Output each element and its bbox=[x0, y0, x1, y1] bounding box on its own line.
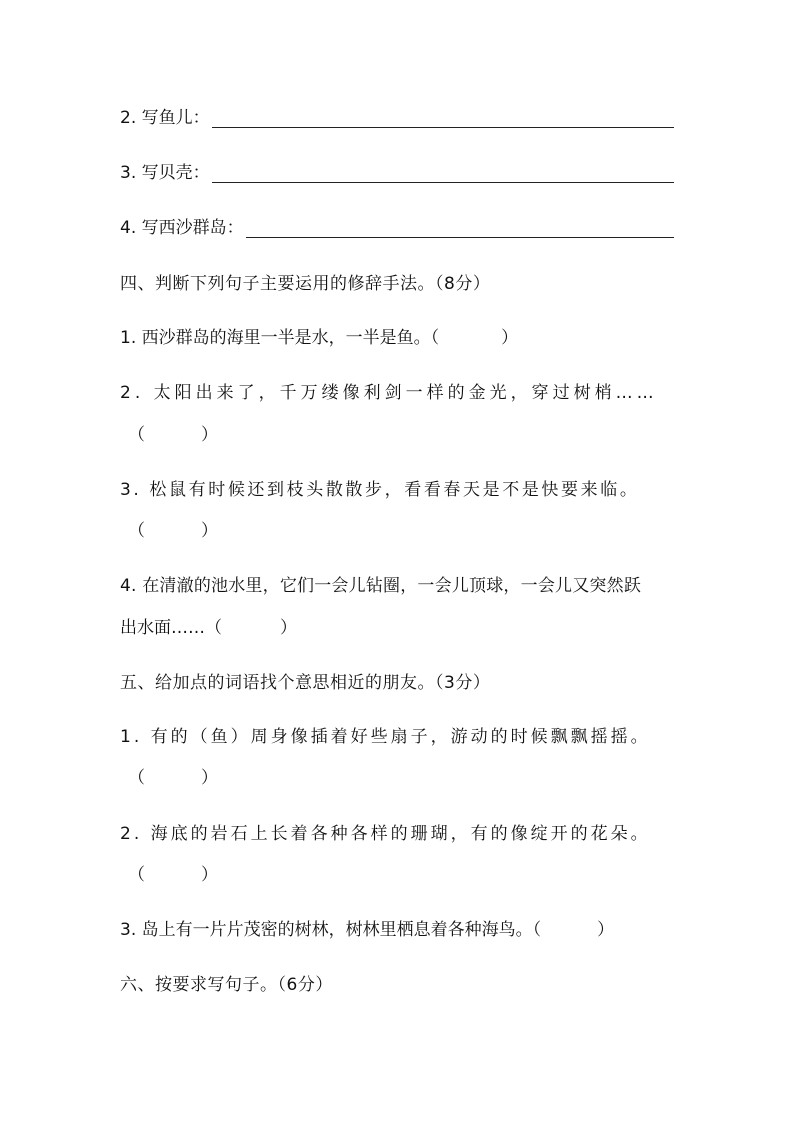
paren-open: （ bbox=[128, 768, 145, 788]
question-text: 1. 西沙群岛的海里一半是水，一半是鱼。（ bbox=[120, 328, 440, 348]
answer-blank[interactable] bbox=[212, 164, 674, 183]
answer-blank[interactable] bbox=[246, 219, 674, 238]
paren-close: ） bbox=[201, 768, 218, 788]
fill-item-xisha bbox=[120, 214, 674, 238]
question-text: 3. 岛上有一片片茂密的树林，树林里栖息着各种海鸟。（ bbox=[120, 920, 542, 940]
question-4-3: 3. 松鼠有时候还到枝头散散步，看看春天是不是快要来临。 bbox=[120, 480, 640, 500]
fill-item-label: 4. 写西沙群岛： bbox=[120, 218, 244, 238]
answer-parens[interactable] bbox=[128, 865, 218, 885]
question-text: 出水面……（ bbox=[120, 618, 222, 638]
paren-open: （ bbox=[128, 521, 145, 541]
paren-close: ） bbox=[501, 328, 519, 348]
question-4-1 bbox=[120, 328, 518, 348]
fill-item-label: 3. 写贝壳： bbox=[120, 163, 210, 183]
question-5-3 bbox=[120, 920, 614, 940]
question-5-2: 2. 海底的岩石上长着各种各样的珊瑚，有的像绽开的花朵。 bbox=[120, 824, 651, 844]
section-5-heading: 五、给加点的词语找个意思相近的朋友。（3分） bbox=[120, 673, 491, 693]
paren-open: （ bbox=[128, 865, 145, 885]
answer-parens[interactable] bbox=[128, 768, 218, 788]
question-4-4-line2 bbox=[120, 618, 297, 638]
paren-open: （ bbox=[128, 425, 145, 445]
fill-item-shell bbox=[120, 159, 674, 183]
question-5-1: 1. 有的（鱼）周身像插着好些扇子，游动的时候飘飘摇摇。 bbox=[120, 727, 651, 747]
answer-blank[interactable] bbox=[212, 109, 674, 128]
section-6-heading: 六、按要求写句子。（6分） bbox=[120, 975, 333, 995]
fill-item-label: 2. 写鱼儿： bbox=[120, 108, 210, 128]
question-4-2: 2. 太阳出来了，千万缕像利剑一样的金光，穿过树梢…… bbox=[120, 383, 658, 403]
fill-item-fish bbox=[120, 104, 674, 128]
paren-close: ） bbox=[201, 425, 218, 445]
question-4-4-line1: 4. 在清澈的池水里，它们一会儿钻圈，一会儿顶球，一会儿又突然跃 bbox=[120, 576, 642, 596]
paren-close: ） bbox=[280, 618, 297, 638]
paren-close: ） bbox=[201, 865, 218, 885]
answer-parens[interactable] bbox=[128, 425, 218, 445]
paren-close: ） bbox=[597, 920, 615, 940]
answer-parens[interactable] bbox=[128, 521, 218, 541]
paren-close: ） bbox=[201, 521, 218, 541]
section-4-heading: 四、判断下列句子主要运用的修辞手法。（8分） bbox=[120, 274, 491, 294]
